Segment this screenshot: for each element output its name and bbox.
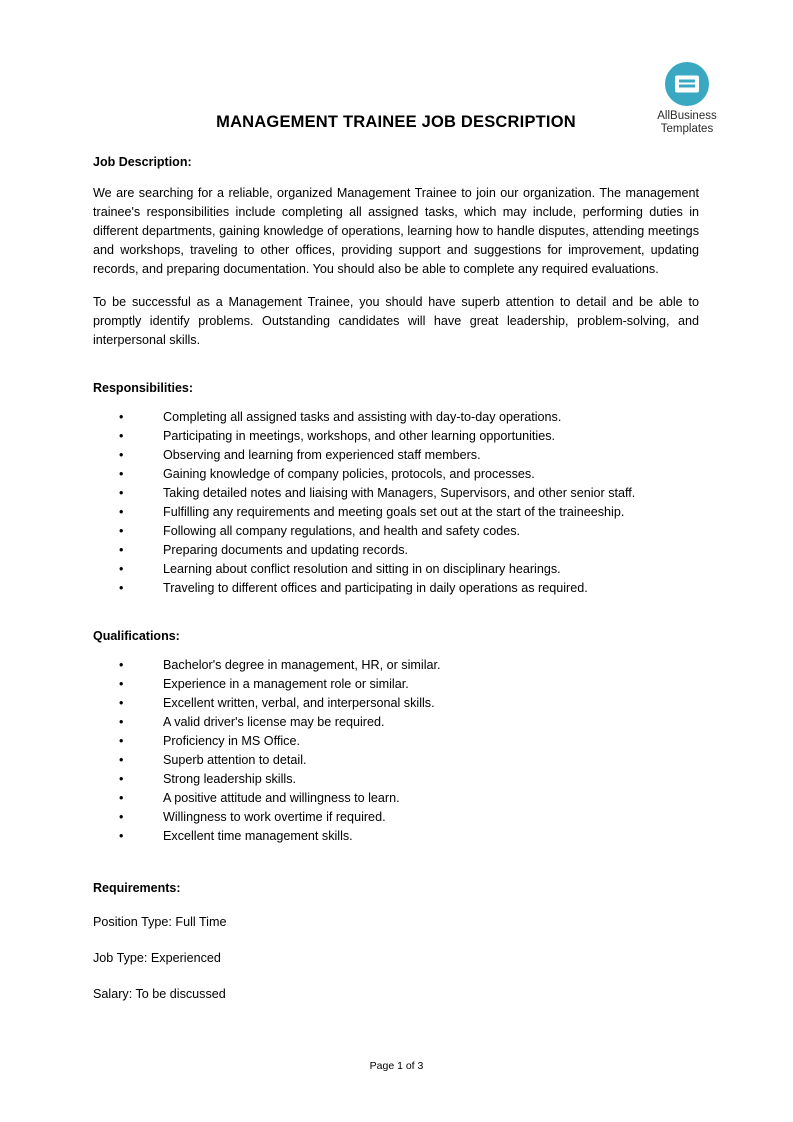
list-item: • Participating in meetings, workshops, and other learning opportunities.: [93, 427, 699, 446]
requirement-job-type: Job Type: Experienced: [93, 951, 221, 965]
list-item: • Fulfilling any requirements and meeting goals set out at the start of the traineeship.: [93, 503, 699, 522]
list-item: • Traveling to different offices and participating in daily operations as required.: [93, 579, 699, 598]
job-description-heading: Job Description:: [93, 155, 192, 169]
list-item: • Bachelor's degree in management, HR, or similar.: [93, 656, 699, 675]
document-content: [93, 0, 699, 1004]
requirement-salary: Salary: To be discussed: [93, 987, 226, 1001]
list-item: • A positive attitude and willingness to learn.: [93, 789, 699, 808]
list-item: • Completing all assigned tasks and assisting with day-to-day operations.: [93, 408, 699, 427]
list-item: • Excellent written, verbal, and interpersonal skills.: [93, 694, 699, 713]
list-item: • Proficiency in MS Office.: [93, 732, 699, 751]
qualifications-list: [93, 656, 699, 846]
requirement-position-type: Position Type: Full Time: [93, 915, 227, 929]
job-description-paragraph-2: To be successful as a Management Trainee, you should have superb attention to detail and be able to promptly identify problems. Outstanding candidates will have great leadership, problem-solving, and interpersonal skills.: [93, 295, 699, 347]
list-item: • Excellent time management skills.: [93, 827, 699, 846]
list-item: • Strong leadership skills.: [93, 770, 699, 789]
responsibilities-list: [93, 408, 699, 598]
requirements-heading: Requirements:: [93, 881, 181, 895]
qualifications-heading: Qualifications:: [93, 629, 180, 643]
responsibilities-heading: Responsibilities:: [93, 381, 194, 395]
logo-text-line2: Templates: [660, 123, 714, 135]
list-item: • Experience in a management role or similar.: [93, 675, 699, 694]
page-title: MANAGEMENT TRAINEE JOB DESCRIPTION: [216, 113, 576, 131]
list-item: • Learning about conflict resolution and sitting in on disciplinary hearings.: [93, 560, 699, 579]
list-item: • Observing and learning from experienced staff members.: [93, 446, 699, 465]
list-item: • Preparing documents and updating records.: [93, 541, 699, 560]
list-item: • Following all company regulations, and health and safety codes.: [93, 522, 699, 541]
list-item: • Willingness to work overtime if required.: [93, 808, 699, 827]
logo-text-line1: AllBusiness: [657, 110, 717, 122]
list-item: • A valid driver's license may be required.: [93, 713, 699, 732]
job-description-paragraph-1: We are searching for a reliable, organized Management Trainee to join our organization. The management trainee's responsibilities include completing all assigned tasks, which may include, performing duties in different departments, gaining knowledge of operations, learning how to handle disputes, attending meetings and workshops, traveling to other offices, providing support and suggestions for improvement, updating records, and preparing documentation. You should also be able to complete any required evaluations.: [93, 186, 699, 276]
list-item: • Gaining knowledge of company policies, protocols, and processes.: [93, 465, 699, 484]
list-item: • Superb attention to detail.: [93, 751, 699, 770]
list-item: • Taking detailed notes and liaising with Managers, Supervisors, and other senior staff.: [93, 484, 699, 503]
page-footer: Page 1 of 3: [369, 1060, 424, 1072]
